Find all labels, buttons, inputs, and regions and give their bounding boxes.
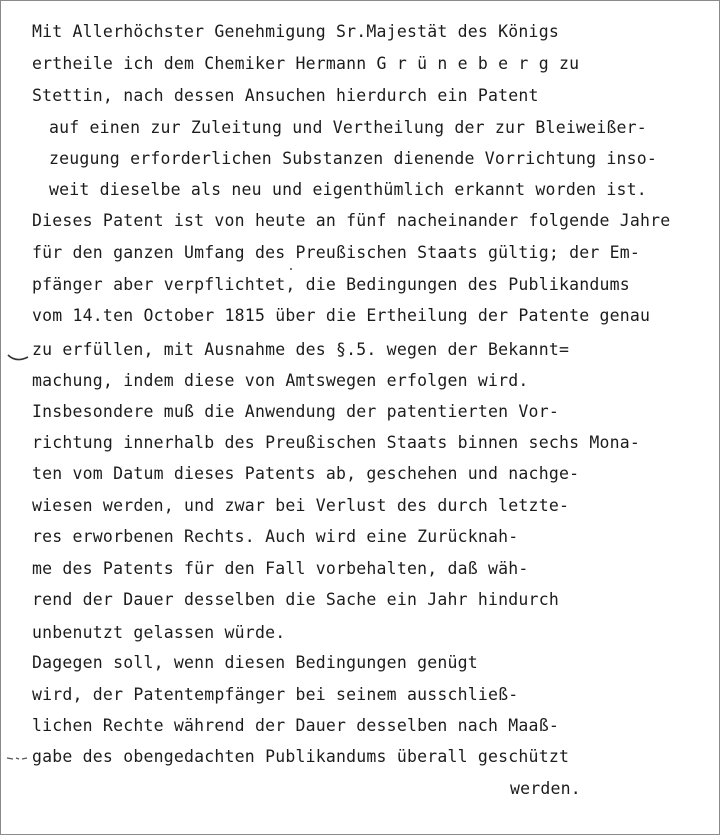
text-line-21: Dagegen soll, wenn diesen Bedingungen genügt: [32, 653, 478, 672]
text-line-22: wird, der Patentempfänger bei seinem ausschließ-: [32, 685, 519, 704]
text-line-5: zeugung erforderlichen Substanzen dienende Vorrichtung inso-: [49, 149, 658, 168]
text-line-12: machung, indem diese von Amtswegen erfolgen wird.: [32, 371, 529, 390]
text-line-10: vom 14.ten October 1815 über die Ertheilung der Patente genau: [32, 306, 651, 325]
text-line-6: weit dieselbe als neu und eigenthümlich erkannt worden ist.: [49, 180, 647, 199]
text-line-24: gabe des obengedachten Publikandums überall geschützt: [32, 747, 570, 766]
text-line-13: Insbesondere muß die Anwendung der patentierten Vor-: [32, 402, 559, 421]
text-line-25: werden.: [510, 779, 581, 798]
text-line-14: richtung innerhalb des Preußischen Staats binnen sechs Mona-: [32, 433, 641, 452]
text-line-8: für den ganzen Umfang des Preußischen Staats gültig; der Em-: [32, 243, 641, 262]
text-line-7: Dieses Patent ist von heute an fünf nacheinander folgende Jahre: [32, 211, 671, 230]
text-line-17: res erworbenen Rechts. Auch wird eine Zurücknah-: [32, 527, 519, 546]
text-line-1: Mit Allerhöchster Genehmigung Sr.Majestät des Königs: [32, 22, 559, 41]
text-line-19: rend der Dauer desselben die Sache ein Jahr hindurch: [32, 590, 559, 609]
text-line-3: Stettin, nach dessen Ansuchen hierdurch ein Patent: [32, 86, 539, 105]
text-line-9: pfänger aber verpflichtet, die Bedingungen des Publikandums: [32, 275, 630, 294]
text-line-15: ten vom Datum dieses Patents ab, geschehen und nachge-: [32, 464, 580, 483]
margin-mark-curve: [6, 351, 30, 367]
text-line-11: zu erfüllen, mit Ausnahme des §.5. wegen der Bekannt=: [32, 340, 570, 359]
margin-mark-dash: [5, 753, 29, 763]
text-line-18: me des Patents für den Fall vorbehalten, daß wäh-: [32, 559, 529, 578]
text-line-20: unbenutzt gelassen würde.: [32, 623, 286, 642]
text-line-2: ertheile ich dem Chemiker Hermann G r ü n e b e r g zu: [32, 54, 580, 73]
speck-mark: [289, 267, 293, 271]
text-line-23: lichen Rechte während der Dauer desselben nach Maaß-: [32, 716, 559, 735]
text-line-4: auf einen zur Zuleitung und Vertheilung der zur Bleiweißer-: [49, 118, 647, 137]
text-line-16: wiesen werden, und zwar bei Verlust des durch letzte-: [32, 496, 570, 515]
